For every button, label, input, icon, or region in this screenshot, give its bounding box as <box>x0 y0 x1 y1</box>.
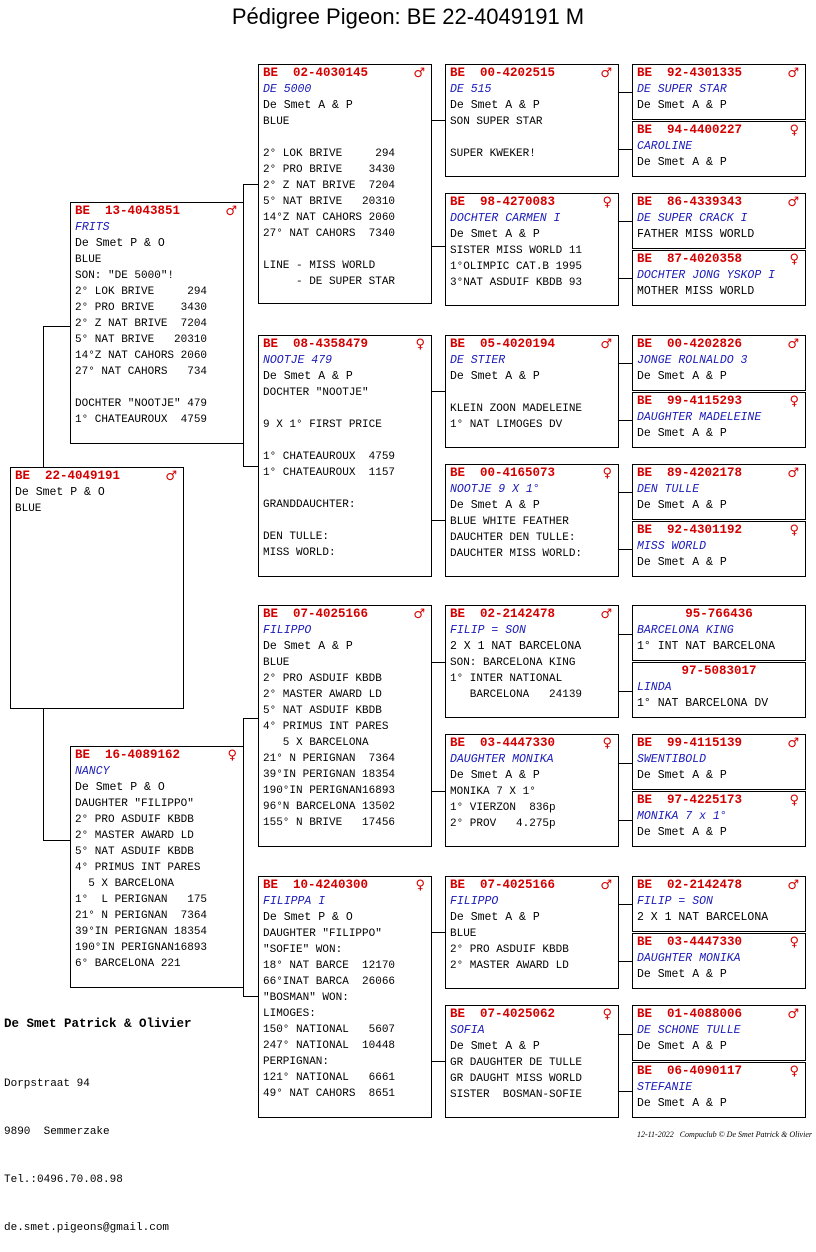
connector-line <box>618 1034 632 1035</box>
pigeon-name: DE SCHONE TULLE <box>637 1024 741 1037</box>
connector-line <box>618 904 632 905</box>
pigeon-owner: De Smet A & P <box>637 769 727 782</box>
pigeon-card-g6 <box>632 392 806 448</box>
connector-line <box>243 996 258 997</box>
connector-line <box>618 149 632 150</box>
pigeon-name: FILIPPA I <box>263 895 326 908</box>
pigeon-card-dd <box>258 876 432 1118</box>
pigeon-info-line: "SOFIE" WON: <box>263 944 343 956</box>
female-icon: ♀ <box>415 878 425 893</box>
pigeon-info-line: 27° NAT CAHORS 7340 <box>263 228 396 240</box>
pigeon-info-line: BLUE <box>263 657 290 669</box>
ring-number: BE 03-4447330 <box>450 736 556 750</box>
pigeon-name: NOOTJE 9 X 1° <box>450 483 540 496</box>
pigeon-info-line: 5 X BARCELONA <box>263 737 369 749</box>
pigeon-info-line: 2° MASTER AWARD LD <box>75 830 194 842</box>
pigeon-name: DAUGHTER MADELEINE <box>637 411 762 424</box>
pigeon-name: LINDA <box>637 681 672 694</box>
pigeon-card-g5 <box>632 335 806 391</box>
connector-line <box>618 492 632 493</box>
pigeon-name: SWENTIBOLD <box>637 753 707 766</box>
connector-line <box>618 92 632 93</box>
female-icon: ♀ <box>789 523 799 538</box>
male-icon: ♂ <box>165 469 177 484</box>
pigeon-info-line: 5 X BARCELONA <box>75 878 175 890</box>
ring-number: BE 03-4447330 <box>637 935 743 949</box>
female-icon: ♀ <box>789 1064 799 1079</box>
pigeon-info-line: KLEIN ZOON MADELEINE <box>450 403 583 415</box>
pigeon-info-line: LINE - MISS WORLD <box>263 260 376 272</box>
pigeon-name: STEFANIE <box>637 1081 693 1094</box>
connector-line <box>618 221 632 222</box>
ring-number: BE 13-4043851 <box>75 204 181 218</box>
ring-number: BE 86-4339343 <box>637 195 743 209</box>
pigeon-card-ds <box>258 605 432 847</box>
male-icon: ♂ <box>600 607 612 622</box>
pigeon-info-line <box>71 380 243 396</box>
ring-number: BE 89-4202178 <box>637 466 743 480</box>
connector-line <box>431 662 445 663</box>
pigeon-owner: De Smet A & P <box>637 499 727 512</box>
pigeon-card-ddd <box>445 1005 619 1118</box>
pigeon-name: DE SUPER STAR <box>637 83 727 96</box>
pigeon-card-dss <box>445 605 619 718</box>
connector-line <box>618 549 632 550</box>
pigeon-info-line: 6° BARCELONA 221 <box>75 958 181 970</box>
pigeon-info-line: DAUCHTER MISS WORLD: <box>450 548 583 560</box>
pigeon-name: MONIKA 7 x 1° <box>637 810 727 823</box>
pigeon-info-line: 66°INAT BARCA 26066 <box>263 976 396 988</box>
male-icon: ♂ <box>413 607 425 622</box>
connector-line <box>243 466 258 467</box>
pigeon-owner: De Smet A & P <box>637 556 727 569</box>
connector-line <box>431 246 445 247</box>
pigeon-card-g7 <box>632 464 806 520</box>
ring-number: BE 00-4202515 <box>450 66 556 80</box>
pigeon-card-g14 <box>632 933 806 989</box>
ring-number: BE 08-4358479 <box>263 337 369 351</box>
pigeon-name: NOOTJE 479 <box>263 354 333 367</box>
connector-line <box>618 634 632 635</box>
female-icon: ♀ <box>789 394 799 409</box>
ring-number: BE 07-4025166 <box>263 607 369 621</box>
pigeon-card-dds <box>445 876 619 989</box>
pigeon-info-line: DAUCHTER DEN TULLE: <box>450 532 576 544</box>
ring-number: 95-766436 <box>685 607 753 621</box>
pigeon-info-line <box>259 433 431 449</box>
pigeon-name: FILIP = SON <box>450 624 526 637</box>
pigeon-name: DE 515 <box>450 83 492 96</box>
female-icon: ♀ <box>602 736 612 751</box>
footer-credit: 12-11-2022 Compuclub © De Smet Patrick & Olivier <box>636 1130 812 1139</box>
connector-line <box>618 278 632 279</box>
male-icon: ♂ <box>787 878 799 893</box>
ring-number: BE 22-4049191 <box>15 469 121 483</box>
pigeon-owner: De Smet A & P <box>637 370 727 383</box>
pigeon-owner: De Smet A & P <box>637 99 727 112</box>
pigeon-info-line: 14°Z NAT CAHORS 2060 <box>75 350 208 362</box>
pigeon-owner: De Smet A & P <box>450 1040 540 1053</box>
ring-number: BE 99-4115293 <box>637 394 743 408</box>
pigeon-info-line: SON SUPER STAR <box>450 116 543 128</box>
male-icon: ♂ <box>787 337 799 352</box>
pigeon-info-line: 2° PROV 4.275p <box>450 818 556 830</box>
connector-line <box>431 1061 445 1062</box>
pigeon-info-line: BLUE WHITE FEATHER <box>450 516 569 528</box>
pigeon-info-line: SON: "DE 5000"! <box>75 270 175 282</box>
pigeon-info-line: 1° CHATEAUROUX 1157 <box>263 467 396 479</box>
pigeon-name: DAUGHTER MONIKA <box>637 952 741 965</box>
ring-number: BE 16-4089162 <box>75 748 181 762</box>
pigeon-info-line: "BOSMAN" WON: <box>263 992 349 1004</box>
pigeon-info-line <box>259 481 431 497</box>
pigeon-info-line <box>259 242 431 258</box>
pigeon-card-g9 <box>632 605 806 661</box>
pigeon-owner: 2 X 1 NAT BARCELONA <box>637 911 769 924</box>
pigeon-info-line: SON: BARCELONA KING <box>450 657 576 669</box>
pigeon-name: MISS WORLD <box>637 540 707 553</box>
pigeon-name: DAUGHTER MONIKA <box>450 753 554 766</box>
pigeon-owner: De Smet A & P <box>637 968 727 981</box>
pigeon-owner: MOTHER MISS WORLD <box>637 285 755 298</box>
pigeon-info-line: 96°N BARCELONA 13502 <box>263 801 396 813</box>
pigeon-card-dam <box>70 746 244 988</box>
pigeon-owner: De Smet P & O <box>75 781 165 794</box>
pigeon-info-line: PERPIGNAN: <box>263 1056 330 1068</box>
male-icon: ♂ <box>413 66 425 81</box>
pigeon-info-line: GRANDDAUCHTER: <box>263 499 356 511</box>
connector-line <box>431 120 445 121</box>
pigeon-owner: De Smet A & P <box>263 99 353 112</box>
pigeon-info-line: BLUE <box>75 254 102 266</box>
female-icon: ♀ <box>789 123 799 138</box>
pigeon-info-line: MISS WORLD: <box>263 547 336 559</box>
pigeon-card-sss <box>445 64 619 177</box>
male-icon: ♂ <box>787 195 799 210</box>
pigeon-name: JONGE ROLNALDO 3 <box>637 354 748 367</box>
connector-line <box>431 932 445 933</box>
pigeon-owner: De Smet P & O <box>263 911 353 924</box>
ring-number: BE 97-4225173 <box>637 793 743 807</box>
pigeon-name: BARCELONA KING <box>637 624 734 637</box>
connector-line <box>618 691 632 692</box>
ring-number: BE 01-4088006 <box>637 1007 743 1021</box>
pigeon-info-line: 1° NAT LIMOGES DV <box>450 419 563 431</box>
ring-number: BE 02-2142478 <box>637 878 743 892</box>
pigeon-info-line: SUPER KWEKER! <box>450 148 536 160</box>
ring-number: BE 02-2142478 <box>450 607 556 621</box>
pigeon-card-dsd <box>445 734 619 847</box>
connector-line <box>243 184 258 185</box>
ring-number: BE 10-4240300 <box>263 878 369 892</box>
ring-number: BE 92-4301192 <box>637 523 743 537</box>
pigeon-owner: 1° NAT BARCELONA DV <box>637 697 769 710</box>
pigeon-info-line: 9 X 1° FIRST PRICE <box>263 419 382 431</box>
ring-number: BE 98-4270083 <box>450 195 556 209</box>
pigeon-info-line <box>259 401 431 417</box>
connector-line <box>618 363 632 364</box>
pigeon-card-g10 <box>632 662 806 718</box>
female-icon: ♀ <box>227 748 237 763</box>
pigeon-info-line <box>446 385 618 401</box>
ring-number: BE 87-4020358 <box>637 252 743 266</box>
female-icon: ♀ <box>602 1007 612 1022</box>
connector-line <box>43 840 70 841</box>
connector-line <box>618 961 632 962</box>
pigeon-owner: De Smet A & P <box>450 911 540 924</box>
pigeon-info-line: 1° VIERZON 836p <box>450 802 556 814</box>
pigeon-card-sire <box>70 202 244 444</box>
ring-number: 97-5083017 <box>681 664 757 678</box>
pigeon-owner: De Smet P & O <box>75 237 165 250</box>
address-phone: Tel.:0496.70.08.98 <box>4 1174 123 1186</box>
pigeon-owner: 2 X 1 NAT BARCELONA <box>450 640 582 653</box>
pigeon-info-line: 2° MASTER AWARD LD <box>450 960 569 972</box>
pigeon-name: DE 5000 <box>263 83 312 96</box>
pigeon-card-sdd <box>445 464 619 577</box>
male-icon: ♂ <box>600 337 612 352</box>
pigeon-name: FILIPPO <box>450 895 499 908</box>
pigeon-info-line: 190°IN PERIGNAN16893 <box>75 942 208 954</box>
ring-number: BE 07-4025062 <box>450 1007 556 1021</box>
pigeon-card-g13 <box>632 876 806 932</box>
pigeon-info-line: DOCHTER "NOOTJE" <box>263 387 369 399</box>
pigeon-info-line <box>259 513 431 529</box>
female-icon: ♀ <box>789 793 799 808</box>
male-icon: ♂ <box>787 1007 799 1022</box>
pigeon-info-line: 247° NATIONAL 10448 <box>263 1040 396 1052</box>
pigeon-info-line: 1° CHATEAUROUX 4759 <box>263 451 396 463</box>
pigeon-info-line: 1° INTER NATIONAL <box>450 673 563 685</box>
pigeon-owner: 1° INT NAT BARCELONA <box>637 640 776 653</box>
pigeon-name: NANCY <box>75 765 110 778</box>
pigeon-name: DOCHTER JONG YSKOP I <box>637 269 776 282</box>
female-icon: ♀ <box>789 935 799 950</box>
pigeon-info-line: MONIKA 7 X 1° <box>450 786 536 798</box>
address-street: Dorpstraat 94 <box>4 1078 90 1090</box>
pigeon-info-line: LIMOGES: <box>263 1008 316 1020</box>
pigeon-card-g15 <box>632 1005 806 1061</box>
pigeon-info-line: 2° LOK BRIVE 294 <box>263 148 396 160</box>
connector-line <box>431 791 445 792</box>
pigeon-info-line: 27° NAT CAHORS 734 <box>75 366 208 378</box>
ring-number: BE 06-4090117 <box>637 1064 743 1078</box>
pigeon-card-g4 <box>632 250 806 306</box>
pigeon-card-g3 <box>632 193 806 249</box>
pigeon-owner: De Smet A & P <box>450 228 540 241</box>
ring-number: BE 00-4202826 <box>637 337 743 351</box>
pigeon-info-line: 155° N BRIVE 17456 <box>263 817 396 829</box>
female-icon: ♀ <box>602 466 612 481</box>
connector-line <box>43 708 44 840</box>
ring-number: BE 05-4020194 <box>450 337 556 351</box>
pigeon-info-line: 4° PRIMUS INT PARES <box>75 862 201 874</box>
pigeon-info-line: 2° PRO ASDUIF KBDB <box>75 814 194 826</box>
pigeon-name: FILIPPO <box>263 624 312 637</box>
breeder-address <box>4 1044 169 1252</box>
female-icon: ♀ <box>789 252 799 267</box>
pigeon-name: DE SUPER CRACK I <box>637 212 748 225</box>
page-title: Pédigree Pigeon: BE 22-4049191 M <box>231 4 585 29</box>
pigeon-info-line: 2° MASTER AWARD LD <box>263 689 382 701</box>
pigeon-info-line: DEN TULLE: <box>263 531 330 543</box>
pigeon-info-line: 190°IN PERIGNAN16893 <box>263 785 396 797</box>
pigeon-info-line: 5° NAT ASDUIF KBDB <box>263 705 382 717</box>
connector-line <box>618 763 632 764</box>
pigeon-card-g12 <box>632 791 806 847</box>
male-icon: ♂ <box>787 66 799 81</box>
ring-number: BE 07-4025166 <box>450 878 556 892</box>
pigeon-owner: De Smet A & P <box>450 769 540 782</box>
pigeon-owner: De Smet A & P <box>637 1040 727 1053</box>
breeder-name: De Smet Patrick & Olivier <box>4 1017 192 1031</box>
ring-number: BE 00-4165073 <box>450 466 556 480</box>
pigeon-info-line: 3°NAT ASDUIF KBDB 93 <box>450 277 583 289</box>
pigeon-card-sds <box>445 335 619 448</box>
pigeon-name: DOCHTER CARMEN I <box>450 212 561 225</box>
pigeon-info-line: GR DAUGHTER DE TULLE <box>450 1057 583 1069</box>
pigeon-info-line: 39°IN PERIGNAN 18354 <box>263 769 396 781</box>
pigeon-info-line: BLUE <box>15 503 42 515</box>
pigeon-card-ssd <box>445 193 619 306</box>
pigeon-info-line: DOCHTER "NOOTJE" 479 <box>75 398 208 410</box>
pigeon-name: FRITS <box>75 221 110 234</box>
pigeon-info-line: 2° Z NAT BRIVE 7204 <box>75 318 208 330</box>
ring-number: BE 99-4115139 <box>637 736 743 750</box>
pigeon-owner: FATHER MISS WORLD <box>637 228 755 241</box>
pigeon-owner: De Smet A & P <box>637 826 727 839</box>
address-city: 9890 Semmerzake <box>4 1126 110 1138</box>
pigeon-card-g16 <box>632 1062 806 1118</box>
pigeon-info-line: 5° NAT ASDUIF KBDB <box>75 846 194 858</box>
pigeon-info-line: - DE SUPER STAR <box>263 276 396 288</box>
connector-line <box>43 326 70 327</box>
pigeon-info-line: BLUE <box>450 928 477 940</box>
pigeon-info-line: 150° NATIONAL 5607 <box>263 1024 396 1036</box>
male-icon: ♂ <box>787 466 799 481</box>
pigeon-name: FILIP = SON <box>637 895 713 908</box>
connector-line <box>431 520 445 521</box>
pigeon-card-g11 <box>632 734 806 790</box>
pigeon-info-line: 121° NATIONAL 6661 <box>263 1072 396 1084</box>
pigeon-owner: De Smet A & P <box>637 427 727 440</box>
pigeon-info-line: SISTER BOSMAN-SOFIE <box>450 1089 583 1101</box>
pigeon-info-line: GR DAUGHT MISS WORLD <box>450 1073 583 1085</box>
pigeon-name: SOFIA <box>450 1024 485 1037</box>
pigeon-info-line: BARCELONA 24139 <box>450 689 583 701</box>
female-icon: ♀ <box>602 195 612 210</box>
ring-number: BE 02-4030145 <box>263 66 369 80</box>
pigeon-info-line: BLUE <box>263 116 290 128</box>
pigeon-info-line: 49° NAT CAHORS 8651 <box>263 1088 396 1100</box>
connector-line <box>618 1091 632 1092</box>
address-email: de.smet.pigeons@gmail.com <box>4 1222 170 1234</box>
pigeon-info-line: DAUGHTER "FILIPPO" <box>263 928 382 940</box>
pigeon-info-line: 2° Z NAT BRIVE 7204 <box>263 180 396 192</box>
pigeon-info-line: 4° PRIMUS INT PARES <box>263 721 389 733</box>
pigeon-card-g2 <box>632 121 806 177</box>
pigeon-info-line: 21° N PERIGNAN 7364 <box>75 910 208 922</box>
pigeon-name: DEN TULLE <box>637 483 700 496</box>
male-icon: ♂ <box>225 204 237 219</box>
pigeon-info-line: 5° NAT BRIVE 20310 <box>75 334 208 346</box>
male-icon: ♂ <box>600 878 612 893</box>
pigeon-owner: De Smet A & P <box>637 1097 727 1110</box>
pigeon-info-line: 2° PRO BRIVE 3430 <box>263 164 396 176</box>
female-icon: ♀ <box>415 337 425 352</box>
pigeon-info-line: DAUGHTER "FILIPPO" <box>75 798 194 810</box>
pigeon-name: CAROLINE <box>637 140 693 153</box>
pigeon-info-line: 18° NAT BARCE 12170 <box>263 960 396 972</box>
pigeon-info-line: 5° NAT BRIVE 20310 <box>263 196 396 208</box>
pigeon-info-line: 39°IN PERIGNAN 18354 <box>75 926 208 938</box>
pigeon-name: DE STIER <box>450 354 506 367</box>
pigeon-info-line: 1°OLIMPIC CAT.B 1995 <box>450 261 583 273</box>
pigeon-info-line: 14°Z NAT CAHORS 2060 <box>263 212 396 224</box>
connector-line <box>431 391 445 392</box>
pigeon-card-ss <box>258 64 432 304</box>
connector-line <box>618 420 632 421</box>
pigeon-owner: De Smet A & P <box>637 156 727 169</box>
ring-number: BE 92-4301335 <box>637 66 743 80</box>
pigeon-owner: De Smet A & P <box>450 99 540 112</box>
pigeon-info-line <box>446 130 618 146</box>
pigeon-owner: De Smet A & P <box>450 370 540 383</box>
pigeon-owner: De Smet A & P <box>263 640 353 653</box>
pigeon-info-line: 1° CHATEAUROUX 4759 <box>75 414 208 426</box>
pigeon-card-sd <box>258 335 432 577</box>
ring-number: BE 94-4400227 <box>637 123 743 137</box>
pigeon-info-line <box>259 130 431 146</box>
pigeon-info-line: 2° PRO BRIVE 3430 <box>75 302 208 314</box>
pigeon-card-g1 <box>632 64 806 120</box>
pigeon-info-line: 1° L PERIGNAN 175 <box>75 894 208 906</box>
pigeon-card-g8 <box>632 521 806 577</box>
pigeon-info-line: 2° LOK BRIVE 294 <box>75 286 208 298</box>
pigeon-info-line: SISTER MISS WORLD 11 <box>450 245 583 257</box>
connector-line <box>618 820 632 821</box>
connector-line <box>43 326 44 468</box>
pigeon-info-line: 2° PRO ASDUIF KBDB <box>450 944 569 956</box>
pigeon-owner: De Smet A & P <box>450 499 540 512</box>
pigeon-owner: De Smet P & O <box>15 486 105 499</box>
pigeon-info-line: 2° PRO ASDUIF KBDB <box>263 673 382 685</box>
pigeon-owner: De Smet A & P <box>263 370 353 383</box>
connector-line <box>243 718 258 719</box>
male-icon: ♂ <box>787 736 799 751</box>
male-icon: ♂ <box>600 66 612 81</box>
pigeon-card-subject <box>10 467 184 709</box>
pigeon-info-line: 21° N PERIGNAN 7364 <box>263 753 396 765</box>
